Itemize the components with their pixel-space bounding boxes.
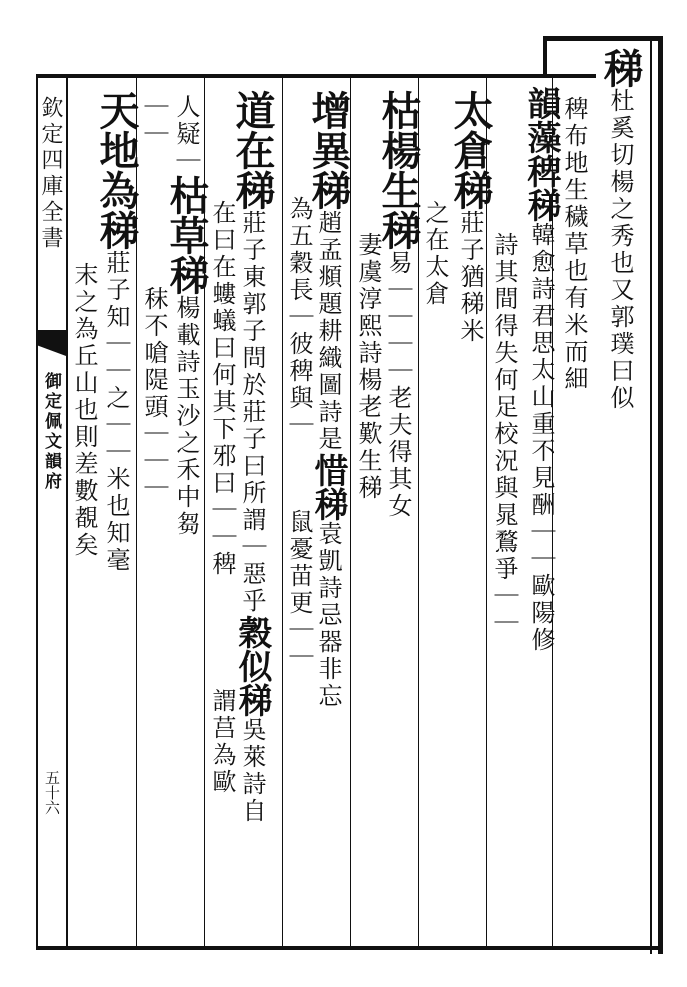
column-text: 人疑｜ (172, 94, 200, 175)
column-text: 楊載詩玉沙之禾中芻 (172, 295, 200, 538)
text-column (287, 196, 311, 671)
column-text: 詩其間得失何足校況與晁鶩爭｜｜ (490, 232, 518, 637)
text-column (142, 94, 166, 502)
column-text: 韓愈詩君思太山重不見酬｜｜歐陽修 (527, 222, 555, 654)
headword: 穀似稊 (232, 615, 272, 717)
text-column (229, 90, 276, 825)
margin-book-title: 御定佩文韻府 (41, 372, 61, 492)
column-text: 秣不嗆隄頭｜｜｜ (140, 286, 168, 502)
fishtail-mark (38, 330, 66, 356)
headword: 太倉稊 (447, 90, 494, 210)
column-text: 之在太倉 (421, 200, 449, 308)
column-text: ｜｜ (140, 94, 168, 148)
column-text: 袁凱詩忌器非忘 (314, 521, 342, 710)
text-column (423, 200, 447, 308)
headword: 道在稊 (229, 90, 276, 210)
headword: 增異稊 (305, 90, 352, 210)
text-column (72, 262, 96, 559)
headword: 惜稊 (308, 453, 348, 521)
column-text: 謂莒為歐 (208, 688, 236, 796)
column-text: 易｜｜｜｜老夫得其女 (384, 250, 412, 520)
column-text: 莊子知｜｜之｜｜米也知毫 (102, 250, 130, 574)
text-column (356, 232, 380, 502)
headword: 稊 (597, 48, 644, 88)
border-tab-left (543, 36, 547, 78)
column-text: 稗布地生穢草也有米而細 (560, 96, 588, 393)
margin-collection-title: 欽定四庫全書 (38, 96, 63, 252)
headword: 枯楊生稊 (375, 90, 422, 250)
text-column (562, 96, 586, 393)
column-divider (282, 78, 283, 946)
text-column (375, 90, 422, 520)
page-number: 五十六 (43, 770, 61, 815)
text-column (492, 232, 516, 637)
headword: 枯草稊 (163, 175, 210, 295)
column-text: 為五穀長｜彼稗與｜ (285, 196, 313, 439)
border-right-inner (650, 36, 652, 954)
column-text: 莊子東郭子問於莊子曰所謂｜惡乎 (238, 210, 266, 615)
border-bottom (36, 946, 663, 950)
column-text: 莊子猶稊米 (456, 210, 484, 345)
border-right-outer (658, 36, 663, 954)
text-column (93, 90, 140, 574)
column-text: 妻虞淳熙詩楊老歎生稊 (354, 232, 382, 502)
column-text: 吳萊詩自 (238, 717, 266, 825)
text-column (521, 86, 561, 654)
text-column (163, 94, 210, 538)
text-column (447, 90, 494, 345)
text-column (597, 48, 644, 412)
column-text: 末之為丘山也則差數覩矣 (70, 262, 98, 559)
gutter-line (66, 78, 68, 948)
headword: 韻藻稗稊 (521, 86, 561, 222)
text-column (210, 200, 234, 796)
border-top-tab (543, 36, 663, 41)
text-column (305, 90, 352, 710)
column-text: 趙孟頫題耕織圖詩是 (314, 210, 342, 453)
border-top (36, 74, 596, 78)
headword: 天地為稊 (93, 90, 140, 250)
column-text: 杜奚切楊之秀也又郭璞曰似 (606, 88, 634, 412)
column-text: 鼠憂苗更｜｜ (285, 509, 313, 671)
column-text: 在曰在螻蟻曰何其下邪曰｜｜稗 (208, 200, 236, 578)
